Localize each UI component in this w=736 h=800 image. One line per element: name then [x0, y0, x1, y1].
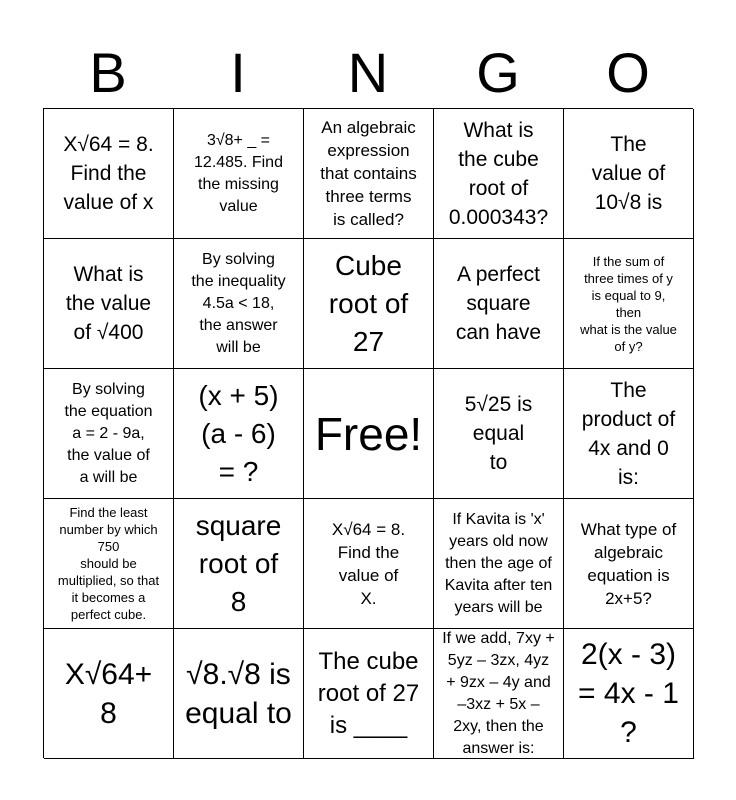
bingo-cell-5-4[interactable]: [434, 629, 564, 759]
bingo-header: [43, 38, 693, 108]
bingo-cell-2-2[interactable]: [174, 239, 304, 369]
header-letter-o: O: [606, 41, 650, 104]
cell-text: Free!: [314, 407, 423, 460]
cell-text: The value of 10√8 is: [591, 133, 666, 214]
bingo-cell-2-5[interactable]: [564, 239, 694, 369]
cell-text: If the sum of three times of y is equal to 9, then what is the value of y?: [580, 253, 677, 354]
cell-text: The product of 4x and 0 is:: [581, 378, 676, 489]
bingo-cell-3-4[interactable]: [434, 369, 564, 499]
bingo-cell-1-1[interactable]: [44, 109, 174, 239]
bingo-cell-2-3[interactable]: [304, 239, 434, 369]
cell-text: The cube root of 27 is ____: [317, 647, 420, 739]
cell-text: √8.√8 is equal to: [185, 657, 292, 730]
bingo-cell-5-5[interactable]: [564, 629, 694, 759]
cell-text: If we add, 7xy + 5yz – 3zx, 4yz + 9zx – 4y and –3xz + 5x – 2xy, then the answer is:: [442, 629, 555, 757]
bingo-cell-2-1[interactable]: [44, 239, 174, 369]
cell-text: 5√25 is equal to: [464, 393, 533, 474]
bingo-cell-1-3[interactable]: [304, 109, 434, 239]
bingo-cell-free[interactable]: [304, 369, 434, 499]
cell-text: X√64 = 8. Find the value of x: [63, 133, 154, 214]
bingo-cell-4-4[interactable]: [434, 499, 564, 629]
cell-text: Find the least number by which 750 should be multiplied, so that it becomes a perfect cube.: [57, 505, 160, 622]
bingo-cell-1-2[interactable]: [174, 109, 304, 239]
header-letter-i: I: [230, 41, 246, 104]
header-letter-n: N: [347, 41, 389, 104]
cell-text: If Kavita is 'x' years old now then the age of Kavita after ten years will be: [444, 510, 553, 616]
header-letter-b: B: [89, 41, 127, 104]
bingo-cell-1-5[interactable]: [564, 109, 694, 239]
cell-text: An algebraic expression that contains three terms is called?: [320, 118, 417, 229]
cell-text: What is the value of √400: [65, 263, 152, 344]
bingo-cell-5-1[interactable]: [44, 629, 174, 759]
cell-text: X√64 = 8. Find the value of X.: [331, 519, 406, 608]
cell-text: 3√8+ _ = 12.485. Find the missing value: [194, 131, 283, 215]
bingo-cell-3-5[interactable]: [564, 369, 694, 499]
cell-text: square root of 8: [195, 509, 282, 617]
bingo-cell-1-4[interactable]: [434, 109, 564, 239]
cell-text: What type of algebraic equation is 2x+5?: [580, 519, 677, 608]
header-letter-g: G: [476, 41, 520, 104]
cell-text: (x + 5) (a - 6) = ?: [198, 379, 279, 487]
bingo-cell-4-2[interactable]: [174, 499, 304, 629]
bingo-board: [43, 108, 693, 758]
bingo-cell-4-3[interactable]: [304, 499, 434, 629]
cell-text: Cube root of 27: [328, 249, 409, 357]
cell-text: 2(x - 3) = 4x - 1 ?: [578, 638, 679, 749]
bingo-cell-5-3[interactable]: [304, 629, 434, 759]
bingo-cell-3-1[interactable]: [44, 369, 174, 499]
bingo-cell-4-5[interactable]: [564, 499, 694, 629]
bingo-cell-5-2[interactable]: [174, 629, 304, 759]
cell-text: X√64+ 8: [64, 657, 153, 730]
bingo-cell-4-1[interactable]: [44, 499, 174, 629]
bingo-cell-3-2[interactable]: [174, 369, 304, 499]
bingo-cell-2-4[interactable]: [434, 239, 564, 369]
cell-text: By solving the inequality 4.5a < 18, the answer will be: [191, 250, 286, 356]
cell-text: By solving the equation a = 2 - 9a, the value of a will be: [64, 380, 153, 486]
cell-text: What is the cube root of 0.000343?: [448, 118, 549, 229]
cell-text: A perfect square can have: [455, 263, 542, 344]
